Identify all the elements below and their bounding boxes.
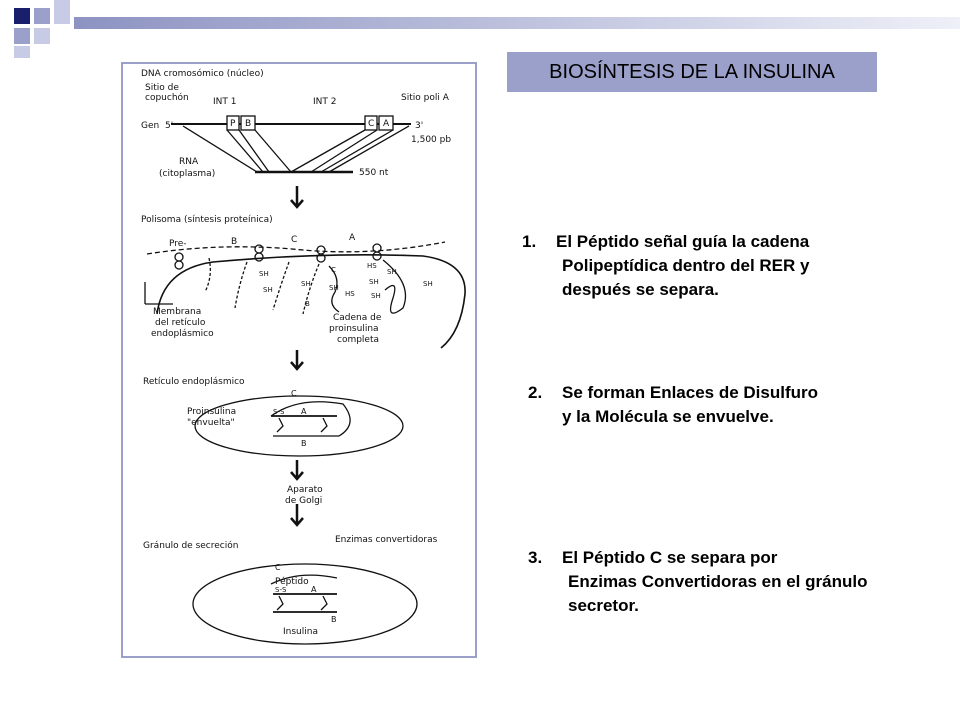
deco-square (54, 0, 70, 24)
step-1 (522, 230, 809, 302)
cap-site-label: Sitio de (145, 83, 179, 93)
disulfide-bond (277, 596, 283, 610)
step-3 (528, 546, 867, 618)
sh-label: SH (301, 280, 311, 288)
deco-square (14, 28, 30, 44)
deco-square (14, 46, 30, 58)
membrane-label: del retículo (155, 318, 206, 328)
box-p-label: P (230, 119, 236, 129)
splice-line (291, 130, 365, 172)
rna-label: (citoplasma) (159, 169, 216, 179)
corner-decoration (0, 0, 960, 60)
sh-label: SH (387, 268, 397, 276)
golgi-label: de Golgi (285, 496, 323, 506)
deco-square (34, 8, 50, 24)
int1-label: INT 1 (213, 97, 237, 107)
splice-line (227, 130, 263, 172)
step-text: después se separa. (562, 280, 719, 299)
step-number: 1. (522, 232, 537, 251)
arrow-down-icon (291, 186, 303, 207)
proinsulin-loop (271, 402, 350, 436)
disulfide-bond (321, 596, 327, 610)
five-prime-label: 5' (165, 121, 174, 131)
sh-label: SH (371, 292, 381, 300)
chain-b-label: B (231, 237, 238, 247)
splice-line (329, 126, 409, 172)
chain-b-label: B (305, 300, 310, 308)
hs-label: HS (345, 290, 355, 298)
chain-c-label: C (291, 235, 298, 245)
step-text: Enzimas Convertidoras en el gránulo (568, 572, 868, 591)
golgi-label: Aparato (287, 485, 323, 495)
polysome-label: Polisoma (síntesis proteínica) (141, 215, 273, 225)
rna-label: RNA (179, 157, 199, 167)
splice-line (321, 130, 393, 172)
arrow-down-icon (291, 460, 303, 479)
ss-bond-label: S-S (275, 586, 287, 594)
sh-label: SH (259, 270, 269, 278)
enzymes-label: Enzimas convertidoras (335, 535, 438, 545)
nascent-chain (273, 262, 289, 310)
b-label: B (331, 615, 337, 624)
step-text: Polipeptídica dentro del RER y (562, 256, 810, 275)
proinsulin-label: "envuelta" (187, 418, 235, 428)
cap-site-label: copuchón (145, 93, 189, 103)
membrane-label: endoplásmico (151, 329, 214, 339)
gene-length: 1,500 pb (411, 135, 452, 145)
figure-svg (123, 64, 475, 656)
box-c-label: C (368, 119, 375, 129)
step-text: secretor. (568, 596, 639, 615)
hs-label: HS (367, 262, 377, 270)
header-bar (74, 17, 960, 29)
arrow-down-icon (291, 504, 303, 525)
proinsulin-chain-label: completa (337, 335, 380, 345)
step-2 (528, 381, 818, 429)
step-text: y la Molécula se envuelve. (562, 407, 774, 426)
splice-line (311, 130, 377, 172)
deco-square (14, 8, 30, 24)
nascent-chain (235, 262, 247, 308)
page-title-text: BIOSÍNTESIS DE LA INSULINA (549, 60, 835, 83)
disulfide-bond (321, 418, 327, 432)
arrow-down-icon (291, 350, 303, 369)
chain-a-label: A (349, 233, 356, 243)
page-title (507, 52, 877, 92)
box-b-label: B (245, 119, 252, 129)
sh-label: SH (263, 286, 273, 294)
c-label: C (275, 563, 281, 572)
three-prime-label: 3' (415, 121, 424, 131)
step-number: 2. (528, 383, 543, 402)
polya-site-label: Sitio poli A (401, 93, 449, 103)
int2-label: INT 2 (313, 97, 337, 107)
step-number: 3. (528, 548, 543, 567)
disulfide-bond (277, 418, 283, 432)
sh-label: SH (369, 278, 379, 286)
splice-line (255, 130, 291, 172)
step-text: El Péptido C se separa por (562, 548, 778, 567)
a-label: A (311, 585, 317, 594)
deco-square (34, 28, 50, 44)
er-label: Retículo endoplásmico (143, 377, 245, 387)
splice-line (239, 130, 269, 172)
rna-length: 550 nt (359, 168, 389, 178)
membrane-label: Membrana (153, 307, 202, 317)
chain-c-label: C (331, 266, 336, 274)
step-text: El Péptido señal guía la cadena (556, 232, 810, 251)
a-label: A (301, 407, 307, 416)
step-text: Se forman Enlaces de Disulfuro (562, 383, 819, 402)
sh-label: SH (423, 280, 433, 288)
pre-label: Pre- (169, 239, 187, 249)
peptide-label: Péptido (275, 577, 309, 587)
c-label: C (291, 389, 297, 398)
box-a-label: A (383, 119, 390, 129)
proinsulin-label: Proinsulina (187, 407, 237, 417)
insulin-biosynthesis-figure (121, 62, 477, 658)
insulin-label: Insulina (283, 627, 318, 637)
granule-label: Gránulo de secreción (143, 541, 239, 551)
sh-label: SH (329, 284, 339, 292)
ss-bond-label: S-S (273, 408, 285, 416)
gen-label: Gen (141, 121, 160, 131)
proinsulin-chain-label: Cadena de (333, 313, 382, 323)
proinsulin-chain-label: proinsulina (329, 324, 379, 334)
b-label: B (301, 439, 307, 448)
dna-header: DNA cromosómico (núcleo) (141, 69, 264, 79)
